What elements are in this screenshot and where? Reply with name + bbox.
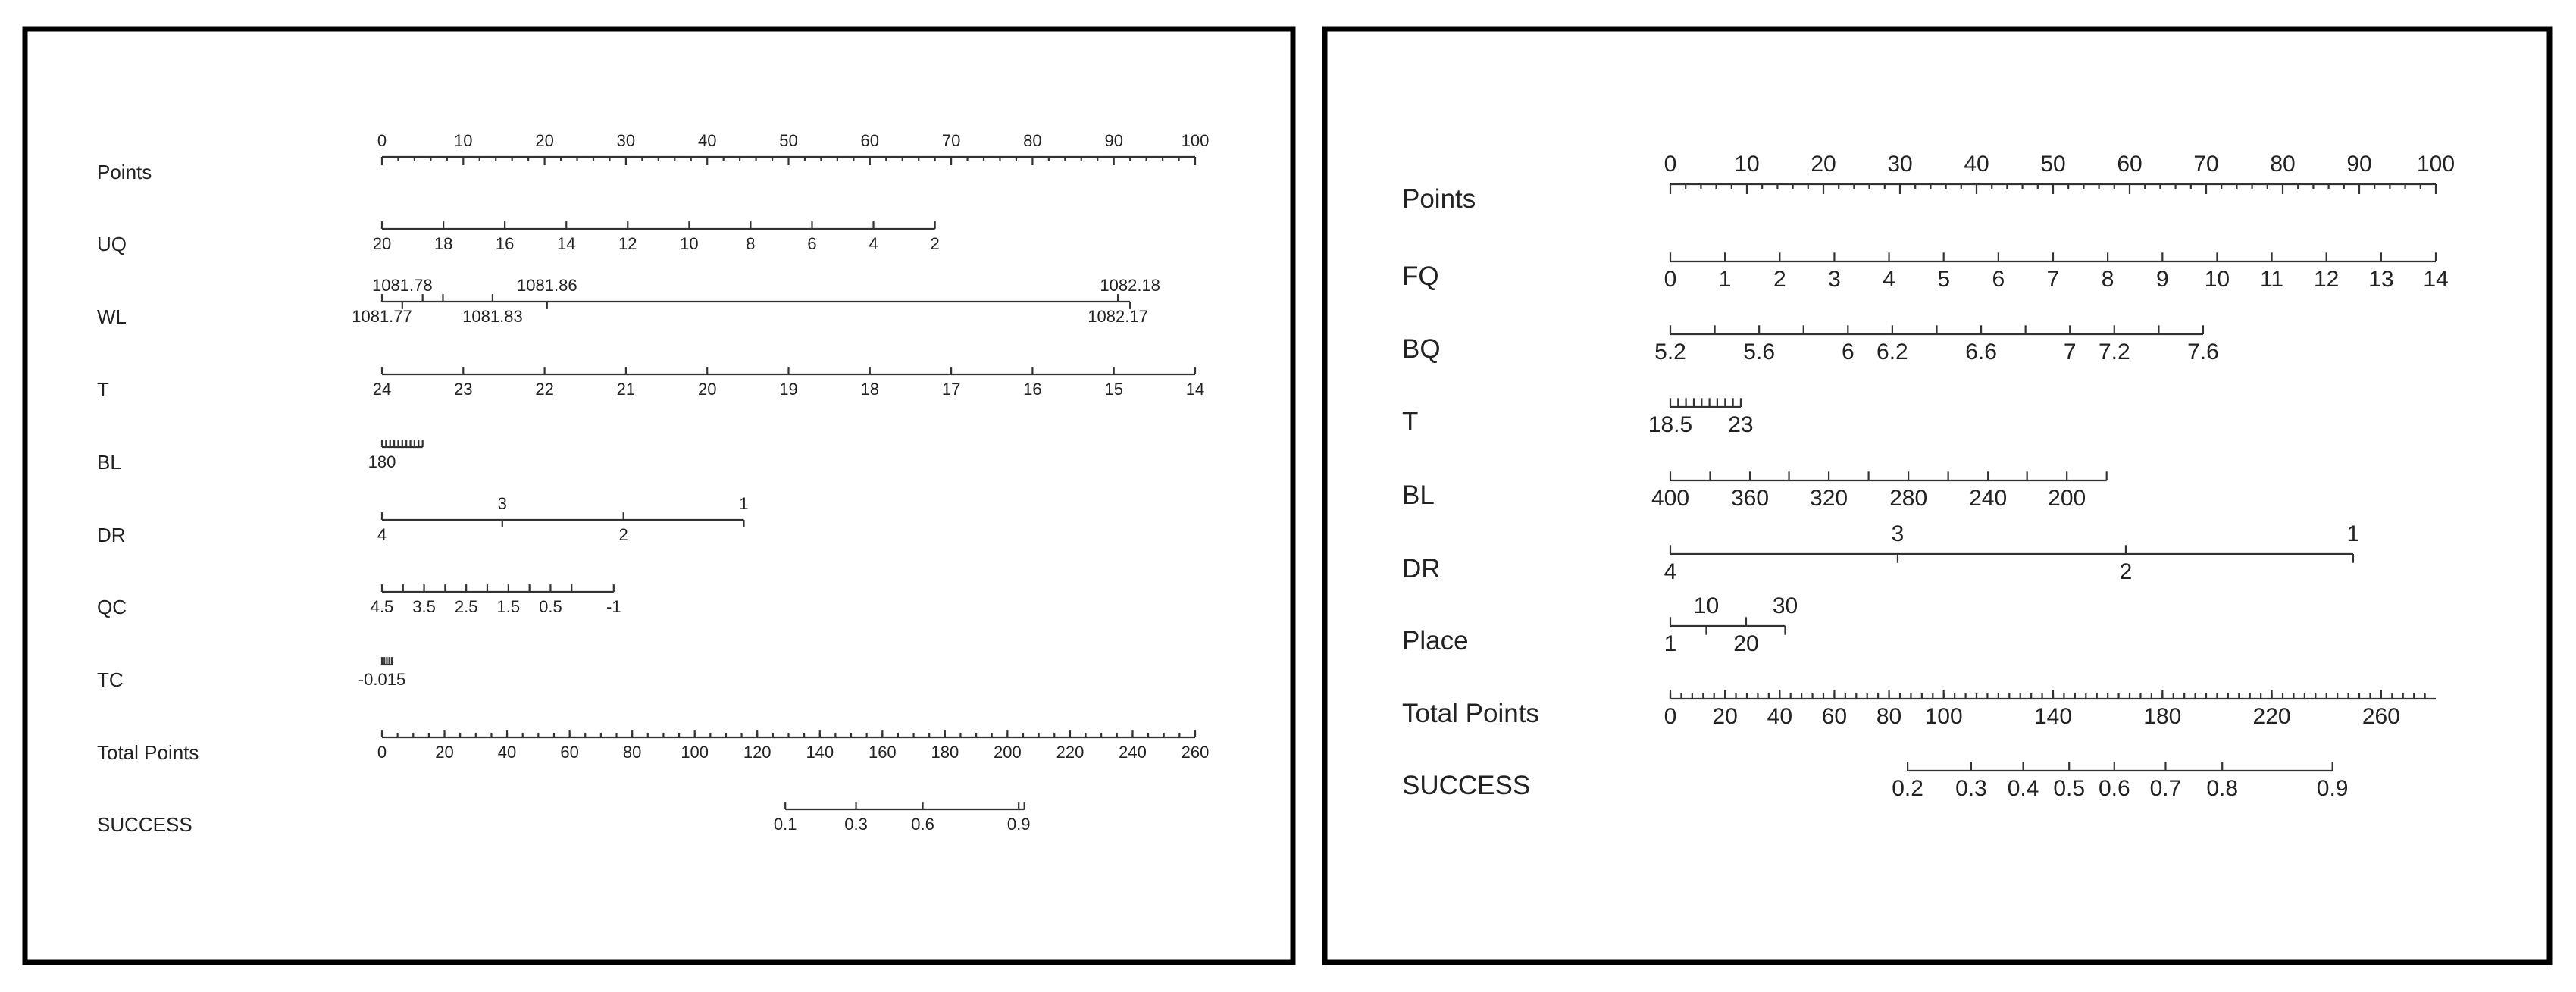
tick-label: 2: [1773, 267, 1786, 292]
tick-label: 90: [1104, 131, 1123, 150]
tick-label: 4: [1664, 559, 1677, 584]
row-place: [1402, 593, 1798, 656]
tick-label: 14: [2423, 267, 2449, 292]
tick-label: 1: [1718, 267, 1732, 292]
tick-label: 0: [377, 743, 387, 762]
left-panel-frame: [25, 29, 1293, 962]
tick-label: 1081.77: [352, 307, 412, 326]
tick-label: 220: [1056, 743, 1085, 762]
tick-label: 160: [868, 743, 897, 762]
row-label-bl: BL: [1402, 480, 1435, 510]
tick-label: 0.5: [539, 597, 562, 616]
tick-label: 21: [616, 380, 636, 399]
tick-label: 0.4: [2007, 776, 2039, 801]
tick-label: 50: [779, 131, 798, 150]
row-label-dr: DR: [1402, 554, 1441, 584]
tick-label: 260: [1181, 743, 1210, 762]
tick-label: 80: [1876, 704, 1902, 729]
tick-label: 14: [1185, 380, 1205, 399]
row-label-total-points: Total Points: [1402, 699, 1539, 728]
tick-label: 10: [1693, 593, 1720, 618]
tick-label: 70: [941, 131, 961, 150]
tick-label: 11: [2259, 267, 2284, 292]
tick-label: 1081.86: [517, 276, 577, 295]
tick-label: 20: [1811, 152, 1836, 177]
tick-label: 6.6: [1965, 340, 1997, 365]
row-label-uq: UQ: [97, 233, 127, 255]
row-label-success: SUCCESS: [97, 813, 192, 836]
row-label-place: Place: [1402, 626, 1469, 656]
tick-label: 180: [368, 452, 396, 471]
tick-label: 90: [2346, 152, 2372, 177]
row-t: [1402, 398, 1754, 437]
row-success: [97, 802, 1030, 836]
tick-label: 0.3: [844, 815, 868, 834]
tick-label: 10: [680, 234, 699, 253]
tick-label: 180: [2143, 704, 2182, 729]
tick-label: 40: [1767, 704, 1793, 729]
tick-label: 200: [993, 743, 1022, 762]
tick-label: 1082.17: [1088, 307, 1148, 326]
tick-label: 20: [435, 743, 454, 762]
tick-label: 7.6: [2187, 340, 2219, 365]
tick-label: 0.9: [2316, 776, 2349, 801]
tick-label: 60: [1821, 704, 1848, 729]
tick-label: 8: [2101, 267, 2114, 292]
row-uq: [97, 221, 940, 255]
tick-label: 15: [1104, 380, 1123, 399]
tick-label: 9: [2155, 267, 2169, 292]
tick-label: 5.2: [1654, 340, 1686, 365]
tick-label: 0: [1664, 267, 1677, 292]
tick-label: 19: [779, 380, 798, 399]
tick-label: 5: [1937, 267, 1951, 292]
tick-label: 20: [535, 131, 554, 150]
left-nomogram: [97, 131, 1209, 836]
tick-label: 6: [1992, 267, 2005, 292]
row-label-bl: BL: [97, 451, 121, 474]
tick-label: 2: [930, 234, 940, 253]
tick-label: 0.9: [1006, 815, 1031, 834]
tick-label: 22: [535, 380, 554, 399]
tick-label: 1.5: [496, 597, 521, 616]
tick-label: 0.5: [2053, 776, 2086, 801]
tick-label: 12: [618, 234, 637, 253]
tick-label: 6.2: [1876, 340, 1908, 365]
tick-label: 18: [860, 380, 880, 399]
row-label-total-points: Total Points: [97, 741, 199, 764]
row-total-points: [1402, 690, 2436, 729]
tick-label: 0.8: [2206, 776, 2239, 801]
tick-label: 0.3: [1955, 776, 1987, 801]
tick-label: 140: [806, 743, 834, 762]
row-points: [1402, 152, 2455, 214]
row-label-points: Points: [1402, 184, 1476, 214]
tick-label: 3: [497, 494, 507, 513]
tick-label: 400: [1651, 486, 1690, 511]
tick-label: 100: [1924, 704, 1963, 729]
tick-label: 80: [2270, 152, 2296, 177]
tick-label: 20: [372, 234, 392, 253]
tick-label: 7: [2063, 340, 2077, 365]
tick-label: 140: [2033, 704, 2073, 729]
tick-label: 240: [1119, 743, 1147, 762]
tick-label: 4.5: [370, 597, 394, 616]
tick-label: 2.5: [454, 597, 478, 616]
row-label-tc: TC: [97, 668, 124, 691]
tick-label: 10: [1734, 152, 1760, 177]
row-bl: [1402, 471, 2107, 511]
row-bl: [97, 440, 423, 474]
tick-label: 18.5: [1648, 412, 1693, 437]
tick-label: 100: [1181, 131, 1210, 150]
tick-label: 16: [495, 234, 515, 253]
tick-label: 24: [372, 380, 392, 399]
tick-label: 0.6: [911, 815, 934, 834]
tick-label: 280: [1889, 486, 1928, 511]
tick-label: 12: [2313, 267, 2340, 292]
tick-label: 200: [2048, 486, 2086, 511]
tick-label: 6: [1841, 340, 1855, 365]
tick-label: 100: [681, 743, 709, 762]
tick-label: 2: [2119, 559, 2133, 584]
tick-label: 40: [497, 743, 517, 762]
tick-label: 1081.83: [462, 307, 523, 326]
tick-label: 60: [860, 131, 880, 150]
row-label-qc: QC: [97, 596, 127, 618]
row-wl: [97, 276, 1160, 328]
tick-label: 4: [377, 525, 387, 544]
tick-label: 14: [557, 234, 576, 253]
tick-label: 70: [2193, 152, 2219, 177]
right-nomogram: [1402, 152, 2455, 801]
tick-label: 0.1: [773, 815, 797, 834]
tick-label: 1082.18: [1100, 276, 1160, 295]
tick-label: 1081.78: [372, 276, 433, 295]
tick-label: 50: [2040, 152, 2066, 177]
tick-label: 260: [2362, 704, 2400, 729]
tick-label: 120: [743, 743, 772, 762]
row-label-points: Points: [97, 161, 152, 183]
tick-label: 17: [941, 380, 961, 399]
tick-label: 7: [2046, 267, 2060, 292]
tick-label: 20: [1733, 631, 1759, 656]
tick-label: 40: [1964, 152, 1989, 177]
row-label-wl: WL: [97, 305, 127, 328]
tick-label: 20: [697, 380, 717, 399]
tick-label: 0.6: [2098, 776, 2130, 801]
tick-label: 20: [1712, 704, 1738, 729]
tick-label: 10: [454, 131, 473, 150]
tick-label: 0: [377, 131, 387, 150]
tick-label: -0.015: [358, 670, 406, 689]
tick-label: 60: [2117, 152, 2142, 177]
row-total-points: [97, 730, 1209, 764]
tick-label: 40: [697, 131, 717, 150]
tick-label: 0: [1664, 704, 1677, 729]
tick-label: 3: [1828, 267, 1841, 292]
tick-label: 5.6: [1743, 340, 1776, 365]
row-bq: [1402, 325, 2219, 365]
tick-label: 3.5: [412, 597, 436, 616]
row-fq: [1402, 252, 2449, 292]
tick-label: 1: [2346, 521, 2360, 546]
tick-label: 30: [616, 131, 636, 150]
row-points: [97, 131, 1209, 183]
tick-label: 0: [1664, 152, 1677, 177]
tick-label: 4: [1883, 267, 1895, 292]
tick-label: 80: [622, 743, 642, 762]
row-tc: [97, 657, 405, 691]
row-dr: [97, 494, 749, 546]
tick-label: 13: [2368, 267, 2394, 292]
tick-label: 18: [434, 234, 453, 253]
tick-label: 180: [931, 743, 959, 762]
tick-label: 240: [1969, 486, 2008, 511]
row-label-dr: DR: [97, 524, 126, 546]
tick-label: 23: [1728, 412, 1754, 437]
tick-label: 23: [454, 380, 473, 399]
tick-label: 1: [1664, 631, 1677, 656]
tick-label: 100: [2416, 152, 2455, 177]
row-success: [1402, 762, 2349, 801]
tick-label: 320: [1810, 486, 1848, 511]
tick-label: 30: [1772, 593, 1798, 618]
tick-label: 360: [1731, 486, 1770, 511]
tick-label: 2: [618, 525, 628, 544]
row-label-bq: BQ: [1402, 334, 1441, 364]
tick-label: 16: [1023, 380, 1042, 399]
row-label-success: SUCCESS: [1402, 771, 1531, 800]
tick-label: 8: [746, 234, 756, 253]
tick-label: 0.2: [1892, 776, 1923, 801]
tick-label: 220: [2252, 704, 2291, 729]
row-label-t: T: [97, 378, 109, 401]
tick-label: -1: [606, 597, 621, 616]
row-dr: [1402, 521, 2359, 584]
tick-label: 6: [807, 234, 817, 253]
tick-label: 10: [2204, 267, 2230, 292]
tick-label: 30: [1887, 152, 1913, 177]
tick-label: 4: [869, 234, 878, 253]
tick-label: 80: [1023, 131, 1042, 150]
row-label-t: T: [1402, 407, 1419, 437]
tick-label: 3: [1891, 521, 1905, 546]
row-qc: [97, 584, 621, 618]
tick-label: 0.7: [2149, 776, 2182, 801]
tick-label: 60: [560, 743, 579, 762]
row-t: [97, 367, 1204, 401]
row-label-fq: FQ: [1402, 261, 1439, 291]
tick-label: 7.2: [2098, 340, 2130, 365]
tick-label: 1: [739, 494, 749, 513]
